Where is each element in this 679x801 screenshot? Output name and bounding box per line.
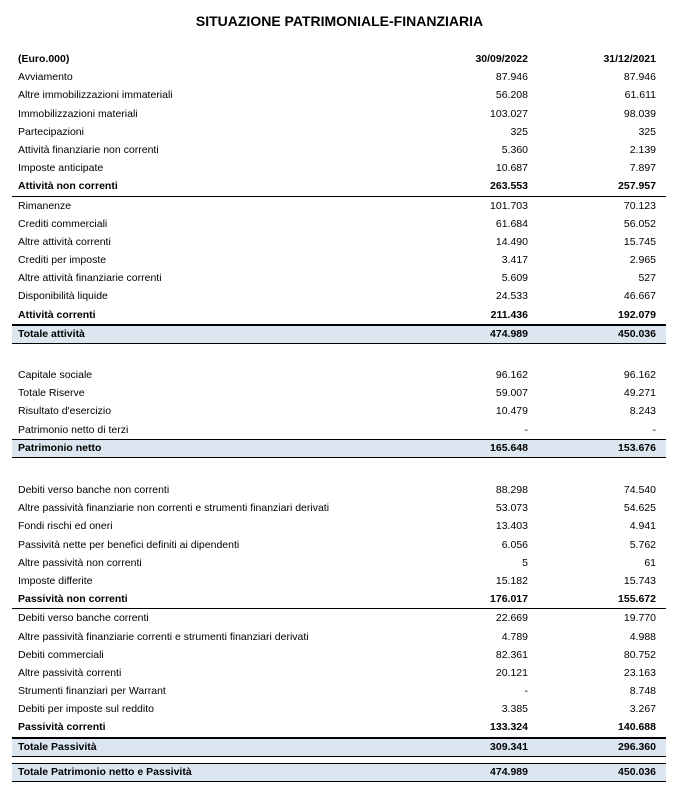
row-value-2021: 74.540 xyxy=(623,484,656,496)
row-value-2021: 450.036 xyxy=(618,327,656,340)
row-label: Partecipazioni xyxy=(18,125,84,138)
table-row xyxy=(12,269,666,287)
row-value-2021: - xyxy=(652,423,656,436)
row-value-2021: 96.162 xyxy=(623,369,656,381)
table-row xyxy=(12,197,666,215)
column-header-row xyxy=(12,50,666,68)
row-label: Strumenti finanziari per Warrant xyxy=(18,685,166,698)
row-value-2022: 474.989 xyxy=(490,327,528,340)
table-row xyxy=(12,141,666,159)
row-value-2022: 10.687 xyxy=(495,162,528,175)
row-label: Altre passività correnti xyxy=(18,666,122,679)
row-label: Attività non correnti xyxy=(18,180,118,193)
row-value-2022: 87.946 xyxy=(495,71,528,84)
table-row xyxy=(12,517,666,535)
table-row xyxy=(12,646,666,664)
row-value-2021: 80.752 xyxy=(623,648,656,661)
row-value-2021: 98.039 xyxy=(623,107,656,120)
row-label: Totale Riserve xyxy=(18,387,85,400)
row-value-2021: 8.243 xyxy=(629,405,656,418)
row-label: Totale attività xyxy=(18,327,85,340)
table-row xyxy=(12,421,666,439)
row-value-2022: 3.385 xyxy=(501,703,528,716)
row-value-2021: 527 xyxy=(638,272,656,285)
row-value-2021: 61 xyxy=(644,556,656,569)
row-value-2022: 24.533 xyxy=(495,290,528,303)
row-value-2021: 15.743 xyxy=(623,574,656,587)
row-label: Debiti per imposte sul reddito xyxy=(18,703,154,716)
total-equity-row xyxy=(12,439,666,458)
grand-total-section xyxy=(12,763,666,782)
row-value-2022: 14.490 xyxy=(495,235,528,248)
subtotal-row xyxy=(12,177,666,196)
row-value-2022: - xyxy=(524,423,528,436)
row-label: Imposte anticipate xyxy=(18,162,104,175)
row-label: Totale Patrimonio netto e Passività xyxy=(18,766,192,778)
row-value-2022: 325 xyxy=(510,125,528,138)
table-row xyxy=(12,664,666,682)
row-label: Fondi rischi ed oneri xyxy=(18,520,113,533)
row-value-2022: 133.324 xyxy=(490,721,528,734)
row-label: Totale Passività xyxy=(18,740,97,753)
row-label: Attività finanziarie non correnti xyxy=(18,143,159,156)
table-row xyxy=(12,123,666,141)
subtotal-row xyxy=(12,590,666,609)
col1-header: 30/09/2022 xyxy=(475,53,528,65)
row-label: Altre immobilizzazioni immateriali xyxy=(18,89,173,102)
table-row xyxy=(12,384,666,402)
row-value-2022: 309.341 xyxy=(490,740,528,753)
row-value-2022: 5 xyxy=(522,556,528,569)
row-value-2021: 70.123 xyxy=(623,199,656,212)
row-value-2021: 23.163 xyxy=(623,666,656,679)
row-value-2021: 46.667 xyxy=(623,290,656,303)
row-value-2022: 211.436 xyxy=(490,308,528,321)
row-value-2022: 22.669 xyxy=(495,612,528,625)
table-row xyxy=(12,572,666,590)
table-row xyxy=(12,233,666,251)
table-row xyxy=(12,481,666,499)
row-value-2021: 4.988 xyxy=(629,630,656,643)
row-value-2021: 19.770 xyxy=(623,612,656,625)
row-value-2022: 3.417 xyxy=(501,254,528,267)
row-value-2022: 4.789 xyxy=(501,630,528,643)
row-label: Altre passività non correnti xyxy=(18,556,142,569)
row-label: Patrimonio netto di terzi xyxy=(18,423,129,436)
row-value-2022: 101.703 xyxy=(490,199,528,212)
row-value-2022: 13.403 xyxy=(495,520,528,533)
row-label: Disponibilità liquide xyxy=(18,290,108,303)
liabilities-rows xyxy=(12,481,666,738)
row-label: Imposte differite xyxy=(18,574,93,587)
row-value-2021: 450.036 xyxy=(618,766,656,778)
row-label: Crediti commerciali xyxy=(18,217,108,230)
row-value-2022: 176.017 xyxy=(490,593,528,606)
row-label: Altre passività finanziarie correnti e strumenti finanziari derivati xyxy=(18,630,309,643)
row-value-2022: 56.208 xyxy=(495,89,528,102)
table-row xyxy=(12,159,666,177)
row-value-2022: 88.298 xyxy=(495,484,528,496)
row-label: Passività nette per benefici definiti ai dipendenti xyxy=(18,538,240,551)
row-label: Debiti commerciali xyxy=(18,648,104,661)
row-value-2021: 87.946 xyxy=(623,71,656,84)
row-value-2022: 165.648 xyxy=(490,441,528,454)
row-value-2021: 153.676 xyxy=(618,441,656,454)
row-label: Passività correnti xyxy=(18,721,106,734)
row-value-2021: 54.625 xyxy=(623,502,656,515)
row-value-2022: 5.609 xyxy=(501,272,528,285)
row-label: Altre attività correnti xyxy=(18,235,111,248)
equity-section xyxy=(12,366,666,458)
row-value-2022: 10.479 xyxy=(495,405,528,418)
table-row xyxy=(12,86,666,104)
row-value-2021: 5.762 xyxy=(629,538,656,551)
equity-rows xyxy=(12,366,666,439)
row-value-2021: 49.271 xyxy=(623,387,656,400)
row-value-2021: 140.688 xyxy=(618,721,656,734)
total-liabilities-row xyxy=(12,738,666,757)
row-value-2021: 2.139 xyxy=(629,143,656,156)
table-row xyxy=(12,499,666,517)
assets-section xyxy=(12,50,666,344)
row-value-2022: 59.007 xyxy=(495,387,528,400)
row-value-2021: 61.611 xyxy=(624,89,656,102)
table-row xyxy=(12,105,666,123)
table-row xyxy=(12,287,666,305)
row-value-2021: 2.965 xyxy=(629,254,656,267)
row-value-2022: 6.056 xyxy=(501,538,528,551)
assets-rows xyxy=(12,68,666,325)
table-row xyxy=(12,251,666,269)
row-value-2021: 4.941 xyxy=(629,520,656,533)
row-label: Patrimonio netto xyxy=(18,441,102,454)
liabilities-section xyxy=(12,481,666,757)
table-row xyxy=(12,536,666,554)
unit-label: (Euro.000) xyxy=(18,53,70,65)
col2-header: 31/12/2021 xyxy=(603,53,656,65)
table-row xyxy=(12,402,666,420)
row-value-2021: 257.957 xyxy=(618,180,656,193)
row-value-2022: 474.989 xyxy=(490,766,528,778)
row-value-2021: 7.897 xyxy=(629,162,656,175)
row-label: Avviamento xyxy=(18,71,73,84)
table-row xyxy=(12,609,666,627)
grand-total-row xyxy=(12,763,666,782)
subtotal-row xyxy=(12,718,666,737)
row-label: Debiti verso banche correnti xyxy=(18,612,149,625)
row-label: Risultato d'esercizio xyxy=(18,405,112,418)
report-title: SITUAZIONE PATRIMONIALE-FINANZIARIA xyxy=(195,13,484,29)
row-value-2022: 53.073 xyxy=(495,502,528,515)
row-label: Passività non correnti xyxy=(18,593,128,606)
row-value-2021: 8.748 xyxy=(629,685,656,698)
row-label: Debiti verso banche non correnti xyxy=(18,484,170,496)
row-label: Rimanenze xyxy=(18,199,72,212)
table-row xyxy=(12,628,666,646)
row-label: Attività correnti xyxy=(18,308,96,321)
row-value-2021: 155.672 xyxy=(618,593,656,606)
table-row xyxy=(12,554,666,572)
row-value-2022: 5.360 xyxy=(501,143,528,156)
table-row xyxy=(12,700,666,718)
row-value-2022: 96.162 xyxy=(495,369,528,381)
row-value-2022: 103.027 xyxy=(490,107,528,120)
row-value-2022: 15.182 xyxy=(495,574,528,587)
table-row xyxy=(12,215,666,233)
row-value-2021: 296.360 xyxy=(618,740,656,753)
row-label: Capitale sociale xyxy=(18,369,93,381)
row-value-2022: 61.684 xyxy=(495,217,528,230)
row-label: Crediti per imposte xyxy=(18,254,107,267)
table-row xyxy=(12,366,666,384)
row-value-2021: 3.267 xyxy=(629,703,656,716)
table-row xyxy=(12,68,666,86)
row-label: Altre attività finanziarie correnti xyxy=(18,272,162,285)
row-label: Immobilizzazioni materiali xyxy=(18,107,138,120)
row-value-2022: 82.361 xyxy=(495,648,528,661)
subtotal-row xyxy=(12,306,666,325)
row-value-2021: 192.079 xyxy=(618,308,656,321)
row-value-2022: - xyxy=(524,685,528,698)
row-value-2021: 15.745 xyxy=(623,235,656,248)
row-label: Altre passività finanziarie non correnti e strumenti finanziari derivati xyxy=(18,502,330,515)
table-row xyxy=(12,682,666,700)
row-value-2022: 263.553 xyxy=(490,180,528,193)
row-value-2021: 325 xyxy=(638,125,656,138)
row-value-2022: 20.121 xyxy=(495,666,528,679)
row-value-2021: 56.052 xyxy=(623,217,656,230)
total-assets-row xyxy=(12,325,666,344)
